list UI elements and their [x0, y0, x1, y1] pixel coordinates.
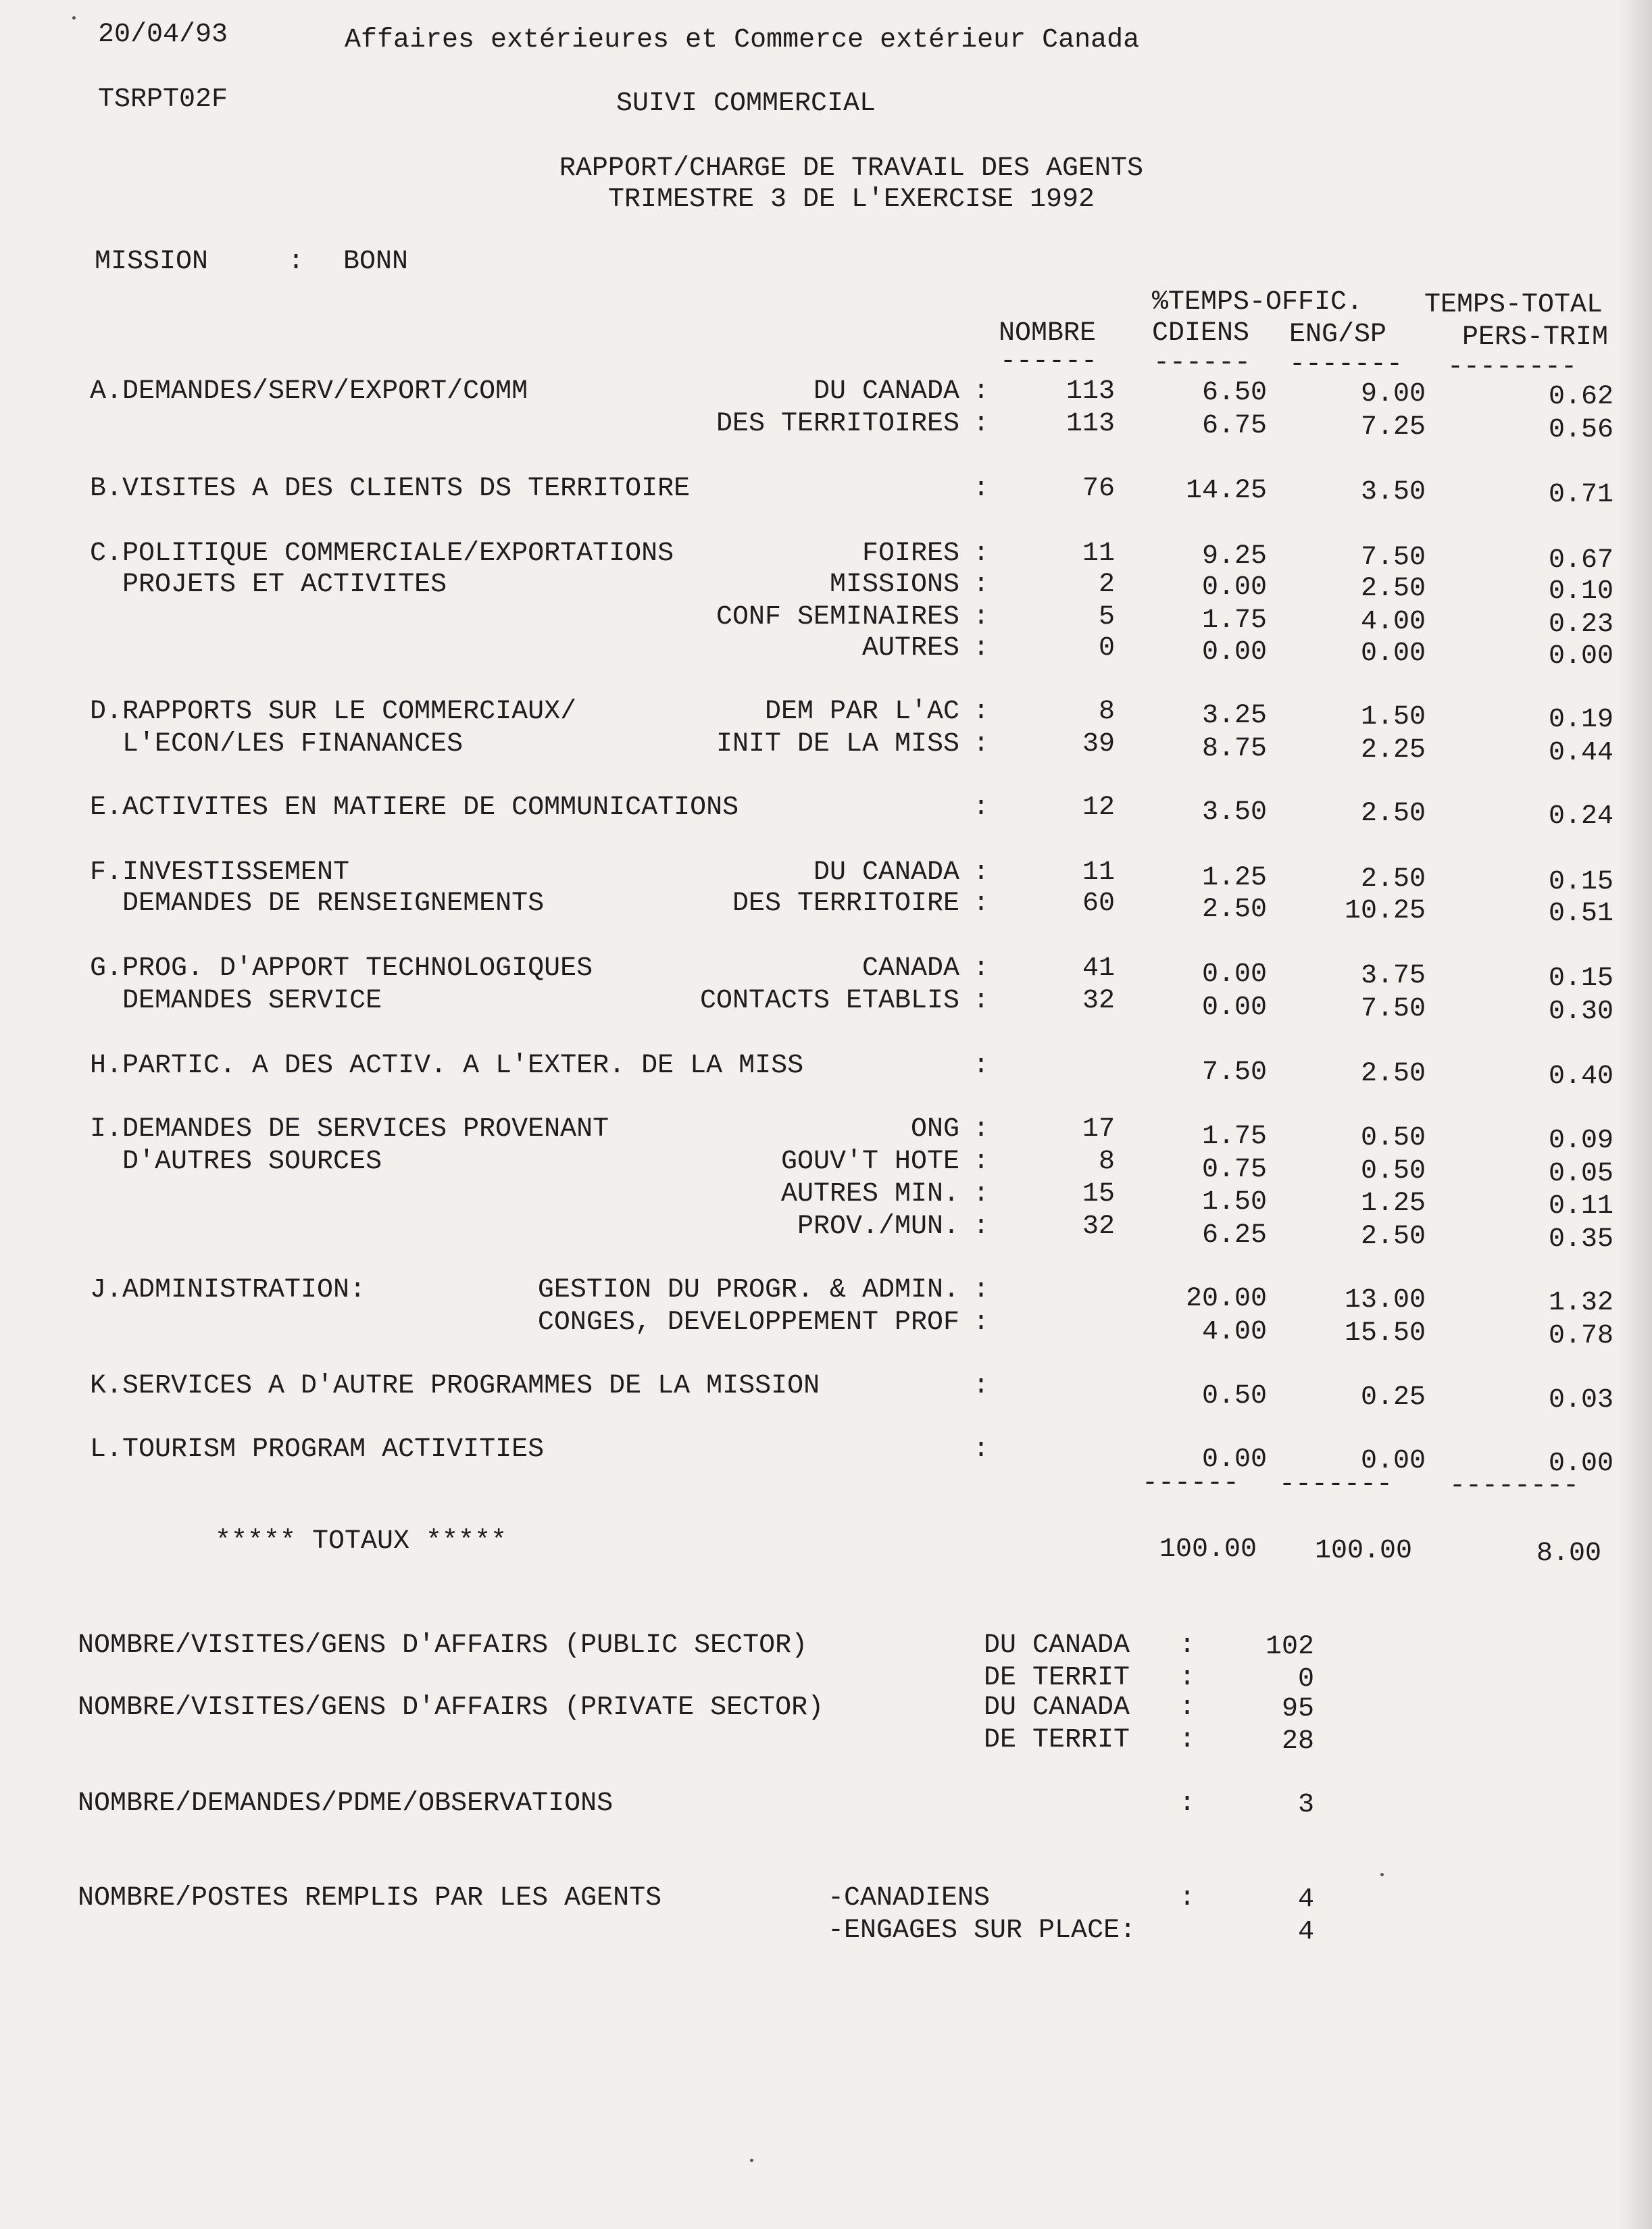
- row-colon: :: [973, 539, 990, 569]
- footer-sublabel: DU CANADA: [984, 1630, 1130, 1661]
- totals-rule-eng-sp: -------: [1279, 1470, 1393, 1500]
- footer-sublabel: DU CANADA: [984, 1693, 1130, 1723]
- footer-colon: :: [1179, 1663, 1196, 1693]
- row-eng-sp: 2.50: [1360, 574, 1426, 604]
- footer-label: NOMBRE/VISITES/GENS D'AFFAIRS (PUBLIC SECTOR): [78, 1630, 808, 1661]
- report-title: RAPPORT/CHARGE DE TRAVAIL DES AGENTS: [559, 153, 1144, 184]
- row-cdiens: 4.00: [1201, 1317, 1267, 1347]
- row-category: L'ECON/LES FINANANCES: [90, 729, 464, 759]
- row-nombre: 12: [1082, 793, 1115, 823]
- row-cdiens: 1.75: [1201, 1122, 1267, 1152]
- row-subcategory: ONG: [910, 1114, 959, 1145]
- row-pers-trim: 0.15: [1548, 963, 1613, 994]
- scan-speck: [72, 16, 76, 20]
- footer-label: NOMBRE/POSTES REMPLIS PAR LES AGENTS: [78, 1883, 662, 1913]
- report-code: TSRPT02F: [98, 84, 228, 115]
- row-colon: :: [973, 697, 990, 727]
- row-pers-trim: 0.00: [1548, 1449, 1613, 1479]
- row-eng-sp: 3.50: [1360, 477, 1426, 507]
- row-pers-trim: 1.32: [1548, 1288, 1613, 1318]
- row-cdiens: 1.50: [1201, 1187, 1267, 1218]
- row-category: H.PARTIC. A DES ACTIV. A L'EXTER. DE LA MISS: [90, 1051, 804, 1081]
- row-pers-trim: 0.09: [1548, 1126, 1613, 1156]
- footer-sublabel: DE TERRIT: [984, 1663, 1130, 1693]
- row-subcategory: GESTION DU PROGR. & ADMIN.: [537, 1275, 959, 1305]
- row-nombre: 32: [1082, 1211, 1115, 1242]
- row-eng-sp: 2.50: [1360, 864, 1426, 895]
- report-subtitle: TRIMESTRE 3 DE L'EXERCISE 1992: [607, 184, 1095, 215]
- row-cdiens: 3.50: [1201, 797, 1267, 828]
- row-category: D'AUTRES SOURCES: [90, 1147, 382, 1177]
- row-nombre: 39: [1082, 729, 1115, 759]
- footer-colon: :: [1179, 1630, 1196, 1661]
- row-cdiens: 8.75: [1201, 734, 1267, 764]
- row-subcategory: PROV./MUN.: [797, 1211, 959, 1242]
- footer-colon: :: [1179, 1883, 1196, 1913]
- row-eng-sp: 3.75: [1360, 961, 1426, 991]
- row-colon: :: [973, 570, 990, 600]
- totals-rule-cdiens: ------: [1142, 1468, 1240, 1499]
- row-subcategory: FOIRES: [861, 539, 959, 569]
- row-cdiens: 7.50: [1201, 1057, 1267, 1088]
- row-cdiens: 0.00: [1201, 637, 1267, 668]
- row-nombre: 60: [1082, 888, 1115, 919]
- row-colon: :: [973, 633, 990, 663]
- row-category: E.ACTIVITES EN MATIERE DE COMMUNICATIONS: [90, 793, 739, 823]
- row-category: PROJETS ET ACTIVITES: [90, 570, 447, 600]
- row-category: DEMANDES SERVICE: [90, 986, 382, 1016]
- row-cdiens: 0.00: [1201, 993, 1267, 1023]
- row-nombre: 11: [1082, 857, 1115, 888]
- row-pers-trim: 0.56: [1548, 415, 1613, 445]
- row-cdiens: 14.25: [1185, 476, 1267, 506]
- footer-value: 4: [1297, 1884, 1314, 1915]
- row-cdiens: 6.50: [1201, 378, 1267, 408]
- row-cdiens: 1.75: [1201, 605, 1267, 636]
- row-category: J.ADMINISTRATION:: [90, 1275, 366, 1305]
- scan-speck: [1380, 1873, 1384, 1876]
- row-cdiens: 6.75: [1201, 411, 1267, 441]
- row-category: G.PROG. D'APPORT TECHNOLOGIQUES: [90, 953, 593, 984]
- row-eng-sp: 7.50: [1360, 994, 1426, 1024]
- row-pers-trim: 0.30: [1548, 997, 1613, 1027]
- row-nombre: 32: [1082, 986, 1115, 1016]
- row-subcategory: DEM PAR L'AC: [764, 697, 959, 727]
- scan-speck: [750, 2159, 753, 2162]
- footer-label: NOMBRE/VISITES/GENS D'AFFAIRS (PRIVATE SECTOR): [78, 1693, 824, 1723]
- row-category: D.RAPPORTS SUR LE COMMERCIAUX/: [90, 697, 577, 727]
- col-header-nombre: NOMBRE: [999, 318, 1097, 349]
- row-cdiens: 0.00: [1201, 959, 1267, 990]
- row-eng-sp: 0.00: [1360, 638, 1426, 669]
- row-nombre: 2: [1098, 570, 1115, 600]
- row-subcategory: CONTACTS ETABLIS: [699, 986, 959, 1016]
- row-pers-trim: 0.05: [1548, 1159, 1613, 1189]
- row-pers-trim: 0.11: [1548, 1191, 1613, 1222]
- row-cdiens: 0.00: [1201, 572, 1267, 603]
- col-header-eng-sp: ENG/SP: [1289, 320, 1387, 350]
- row-pers-trim: 0.24: [1548, 801, 1613, 832]
- row-eng-sp: 2.25: [1360, 735, 1426, 766]
- footer-colon: :: [1179, 1788, 1196, 1819]
- row-eng-sp: 1.25: [1360, 1188, 1426, 1219]
- row-category: F.INVESTISSEMENT: [90, 857, 350, 888]
- row-eng-sp: 7.25: [1360, 412, 1426, 443]
- row-nombre: 0: [1098, 633, 1115, 663]
- footer-label: NOMBRE/DEMANDES/PDME/OBSERVATIONS: [78, 1788, 614, 1819]
- row-colon: :: [973, 474, 990, 504]
- row-subcategory: CONF SEMINAIRES: [716, 602, 959, 632]
- footer-value: 95: [1281, 1694, 1314, 1724]
- row-cdiens: 20.00: [1185, 1284, 1267, 1314]
- row-colon: :: [973, 1147, 990, 1177]
- row-nombre: 11: [1082, 539, 1115, 569]
- row-pers-trim: 0.40: [1548, 1061, 1613, 1092]
- totals-eng-sp: 100.00: [1314, 1536, 1412, 1566]
- mission-label: MISSION: [95, 247, 209, 277]
- col-rule-nombre: ------: [1000, 347, 1098, 377]
- row-nombre: 113: [1066, 409, 1115, 439]
- row-pers-trim: 0.44: [1548, 738, 1613, 768]
- row-colon: :: [973, 1275, 990, 1305]
- row-colon: :: [973, 793, 990, 823]
- row-colon: :: [973, 1179, 990, 1209]
- row-eng-sp: 0.00: [1360, 1446, 1426, 1476]
- row-cdiens: 0.50: [1201, 1381, 1267, 1411]
- row-nombre: 76: [1082, 474, 1115, 504]
- row-eng-sp: 0.50: [1360, 1123, 1426, 1153]
- row-eng-sp: 2.50: [1360, 1059, 1426, 1089]
- row-colon: :: [973, 888, 990, 919]
- row-category: A.DEMANDES/SERV/EXPORT/COMM: [90, 376, 528, 407]
- row-nombre: 8: [1098, 697, 1115, 727]
- row-pers-trim: 0.62: [1548, 382, 1613, 412]
- row-colon: :: [973, 409, 990, 439]
- row-nombre: 15: [1082, 1179, 1115, 1209]
- row-category: C.POLITIQUE COMMERCIALE/EXPORTATIONS: [90, 539, 674, 569]
- row-category: DEMANDES DE RENSEIGNEMENTS: [90, 888, 545, 919]
- row-subcategory: DU CANADA: [813, 376, 959, 407]
- row-colon: :: [973, 1211, 990, 1242]
- row-cdiens: 0.00: [1201, 1445, 1267, 1475]
- row-cdiens: 0.75: [1201, 1155, 1267, 1185]
- row-eng-sp: 2.50: [1360, 799, 1426, 829]
- row-cdiens: 2.50: [1201, 895, 1267, 925]
- row-eng-sp: 1.50: [1360, 702, 1426, 732]
- row-eng-sp: 13.00: [1344, 1285, 1426, 1316]
- row-cdiens: 6.25: [1201, 1220, 1267, 1251]
- row-subcategory: DES TERRITOIRE: [732, 888, 959, 919]
- row-pers-trim: 0.71: [1548, 480, 1613, 510]
- footer-value: 28: [1281, 1726, 1314, 1757]
- row-eng-sp: 7.50: [1360, 543, 1426, 573]
- row-subcategory: CONGES, DEVELOPPEMENT PROF: [537, 1307, 959, 1338]
- row-eng-sp: 9.00: [1360, 379, 1426, 409]
- footer-value: 0: [1297, 1664, 1314, 1695]
- row-eng-sp: 0.25: [1360, 1382, 1426, 1413]
- row-colon: :: [973, 1371, 990, 1401]
- totals-pers-trim: 8.00: [1536, 1538, 1601, 1569]
- row-colon: :: [973, 953, 990, 984]
- row-subcategory: DU CANADA: [813, 857, 959, 888]
- row-category: K.SERVICES A D'AUTRE PROGRAMMES DE LA MISSION: [90, 1371, 820, 1401]
- footer-value: 3: [1297, 1790, 1314, 1820]
- row-subcategory: GOUV'T HOTE: [780, 1147, 959, 1177]
- totals-rule-pers-trim: --------: [1449, 1471, 1580, 1501]
- col-header-cdiens: CDIENS: [1152, 318, 1250, 349]
- report-date: 20/04/93: [98, 20, 228, 50]
- row-eng-sp: 10.25: [1344, 896, 1426, 926]
- row-subcategory: DES TERRITOIRES: [716, 409, 959, 439]
- row-pers-trim: 0.03: [1548, 1385, 1613, 1416]
- module-name: SUIVI COMMERCIAL: [616, 89, 876, 119]
- footer-colon: :: [1179, 1693, 1196, 1723]
- row-pers-trim: 0.67: [1548, 545, 1613, 576]
- row-category: L.TOURISM PROGRAM ACTIVITIES: [90, 1434, 545, 1465]
- row-colon: :: [973, 602, 990, 632]
- col-header-pers-trim: PERS-TRIM: [1462, 322, 1609, 353]
- row-nombre: 5: [1098, 602, 1115, 632]
- row-nombre: 113: [1066, 376, 1115, 407]
- row-colon: :: [973, 857, 990, 888]
- row-nombre: 8: [1098, 1147, 1115, 1177]
- row-eng-sp: 4.00: [1360, 607, 1426, 637]
- row-nombre: 17: [1082, 1114, 1115, 1145]
- row-subcategory: AUTRES: [861, 633, 959, 663]
- row-colon: :: [973, 986, 990, 1016]
- row-pers-trim: 0.00: [1548, 641, 1613, 672]
- row-cdiens: 3.25: [1201, 701, 1267, 731]
- row-pers-trim: 0.23: [1548, 609, 1613, 640]
- row-cdiens: 1.25: [1201, 863, 1267, 893]
- row-eng-sp: 2.50: [1360, 1222, 1426, 1252]
- totals-cdiens: 100.00: [1159, 1534, 1257, 1565]
- row-pers-trim: 0.19: [1548, 705, 1613, 735]
- col-header-pct-temps: %TEMPS-OFFIC.: [1152, 287, 1363, 318]
- footer-sublabel: -ENGAGES SUR PLACE:: [828, 1915, 1136, 1946]
- col-rule-eng-sp: -------: [1289, 349, 1403, 380]
- row-eng-sp: 0.50: [1360, 1156, 1426, 1186]
- row-colon: :: [973, 1434, 990, 1465]
- row-colon: :: [973, 1051, 990, 1081]
- footer-colon: :: [1179, 1725, 1196, 1755]
- totals-label: ***** TOTAUX *****: [215, 1526, 507, 1557]
- footer-value: 102: [1265, 1632, 1314, 1662]
- row-eng-sp: 15.50: [1344, 1318, 1426, 1349]
- mission-value: BONN: [343, 247, 409, 277]
- row-pers-trim: 0.15: [1548, 867, 1613, 897]
- row-pers-trim: 0.10: [1548, 576, 1613, 607]
- row-pers-trim: 0.51: [1548, 899, 1613, 929]
- row-subcategory: MISSIONS: [829, 570, 959, 600]
- footer-value: 4: [1297, 1917, 1314, 1947]
- scan-edge-shadow: [1618, 0, 1652, 2229]
- footer-sublabel: -CANADIENS: [828, 1883, 991, 1913]
- col-rule-pers-trim: --------: [1447, 352, 1578, 382]
- row-colon: :: [973, 376, 990, 407]
- row-category: I.DEMANDES DE SERVICES PROVENANT: [90, 1114, 609, 1145]
- row-nombre: 41: [1082, 953, 1115, 984]
- row-colon: :: [973, 1307, 990, 1338]
- footer-sublabel: DE TERRIT: [984, 1725, 1130, 1755]
- row-category: B.VISITES A DES CLIENTS DS TERRITOIRE: [90, 474, 691, 504]
- col-header-temps-total: TEMPS-TOTAL: [1424, 290, 1603, 320]
- row-colon: :: [973, 1114, 990, 1145]
- row-colon: :: [973, 729, 990, 759]
- row-pers-trim: 0.78: [1548, 1321, 1613, 1351]
- row-pers-trim: 0.35: [1548, 1224, 1613, 1255]
- col-rule-cdiens: ------: [1153, 348, 1251, 378]
- organization-name: Affaires extérieures et Commerce extérieur Canada: [345, 25, 1140, 55]
- mission-separator: :: [288, 247, 305, 277]
- row-subcategory: AUTRES MIN.: [780, 1179, 959, 1209]
- row-cdiens: 9.25: [1201, 541, 1267, 572]
- row-subcategory: INIT DE LA MISS: [716, 729, 959, 759]
- row-subcategory: CANADA: [861, 953, 959, 984]
